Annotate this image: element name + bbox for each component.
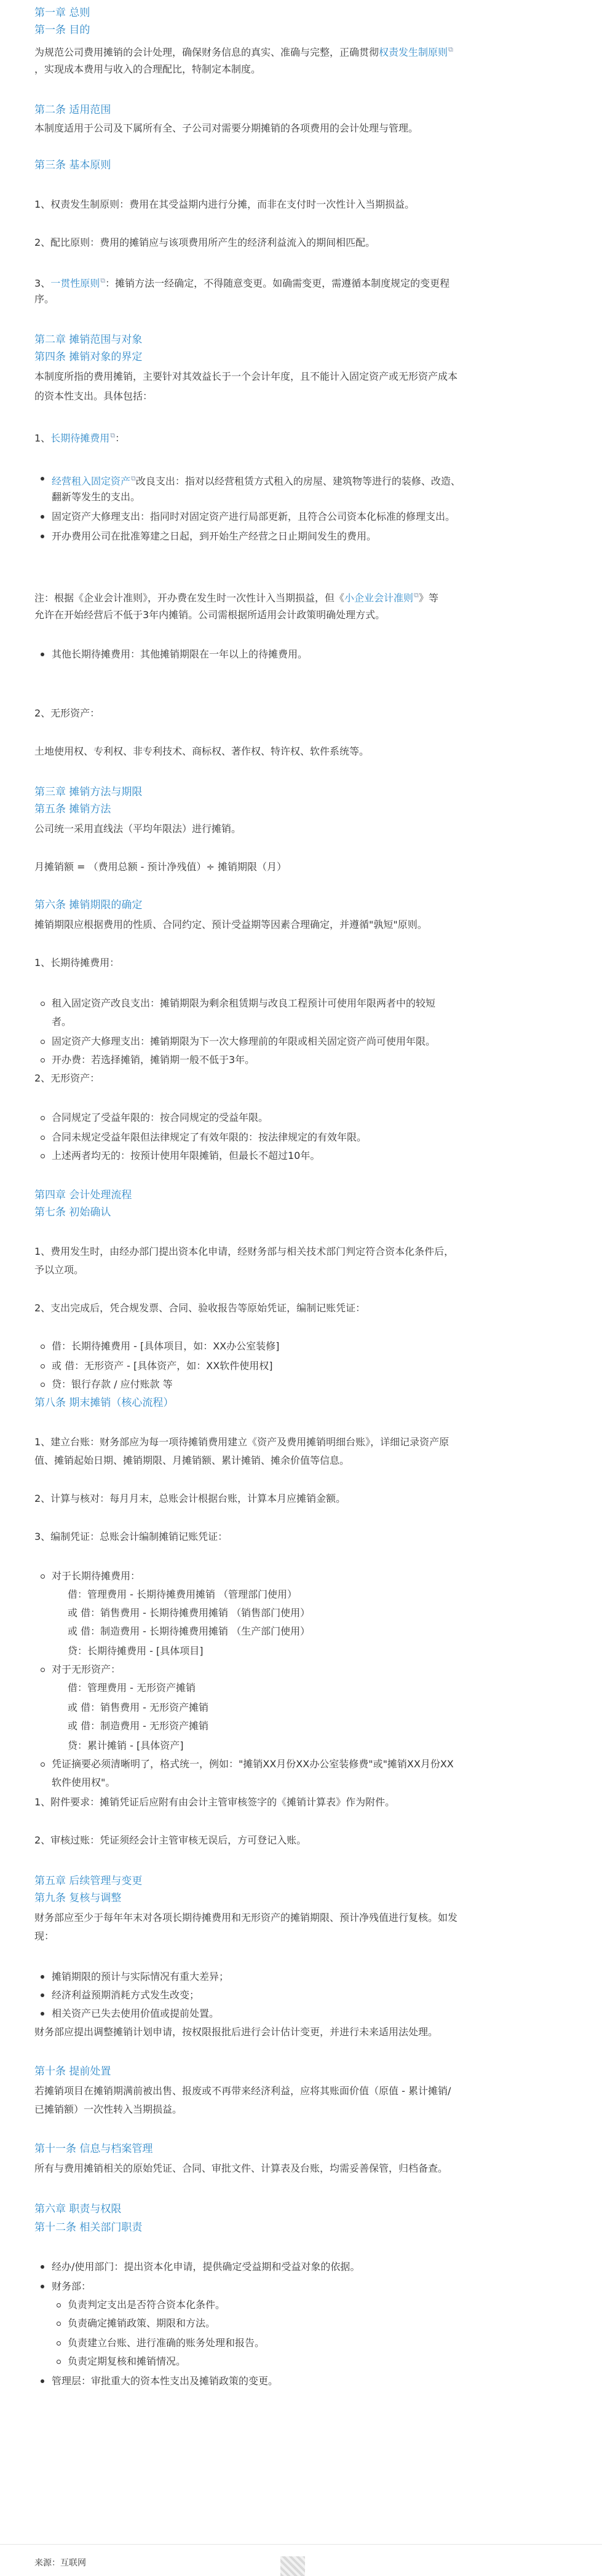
step-1-cont: 予以立项。	[34, 1264, 84, 1276]
entry-line: 贷：长期待摊费用 - [具体项目]	[68, 1645, 204, 1657]
list-item: 经济利益预期消耗方式发生改变；	[52, 1989, 200, 2001]
source-label: 来源：互联网	[34, 2558, 86, 2568]
entry-line: 或 借：销售费用 - 无形资产摊销	[68, 1702, 209, 1713]
amortization-formula: 月摊销额 = （费用总额 - 预计净残值）÷ 摊销期限（月）	[34, 861, 287, 873]
entry-line: 借：管理费用 - 无形资产摊销	[68, 1682, 196, 1694]
article-3-title: 第三条 基本原则	[34, 159, 111, 171]
article-12-title: 第十二条 相关部门职责	[34, 2221, 143, 2234]
list-item-cont: 者。	[52, 1016, 72, 1027]
list-item: 开办费用公司在批准筹建之日起，到开始生产经营之日止期间发生的费用。	[52, 530, 377, 542]
article-9-text-cont: 现：	[34, 1930, 55, 1942]
consistency-principle-link[interactable]: 一贯性原则	[50, 277, 100, 289]
list-item: 经营租入固定资产⧉改良支出：指对以经营租赁方式租入的房屋、建筑物等进行的装修、改造、	[52, 472, 461, 488]
leased-asset-link[interactable]: 经营租入固定资产	[52, 475, 131, 487]
article-1-title: 第一条 目的	[34, 24, 90, 36]
list-item: 合同未规定受益年限但法律规定了有效年限的：按法律规定的有效年限。	[52, 1131, 367, 1143]
article-7-title: 第七条 初始确认	[34, 1206, 111, 1219]
article-11-text: 所有与费用摊销相关的原始凭证、合同、审批文件、计算表及台账，均需妥善保管，归档备查。	[34, 2162, 448, 2174]
list-item: 相关资产已失去使用价值或提前处置。	[52, 2008, 220, 2019]
entry-line: 或 借：制造费用 - 长期待摊费用摊销 （生产部门使用）	[68, 1625, 311, 1637]
external-link-icon: ⧉	[414, 591, 419, 599]
entry-line: 或 借：制造费用 - 无形资产摊销	[68, 1720, 209, 1732]
article-10-text: 若摊销项目在摊销期满前被出售、报废或不再带来经济利益，应将其账面价值（原值 - 累计摊销/	[34, 2085, 451, 2097]
external-link-icon: ⧉	[100, 277, 106, 285]
chapter-3-title: 第三章 摊销方法与期限	[34, 786, 143, 798]
list-item: 对于无形资产：	[52, 1663, 121, 1675]
article-10-text-cont: 已摊销额）一次性转入当期损益。	[34, 2103, 183, 2115]
long-term-prepaid-link[interactable]: 长期待摊费用	[50, 432, 110, 444]
article-5-title: 第五条 摊销方法	[34, 803, 111, 815]
article-9-text: 财务部应至少于每年年末对各项长期待摊费用和无形资产的摊销期限、预计净残值进行复核。如发	[34, 1912, 458, 1923]
article-4-title: 第四条 摊销对象的界定	[34, 351, 143, 363]
list-item: 负责定期复核和摊销情况。	[68, 2355, 186, 2367]
step-2: 2、计算与核对：每月月末，总账会计根据台账，计算本月应摊销金额。	[34, 1493, 346, 1504]
list-item: 管理层：审批重大的资本性支出及摊销政策的变更。	[52, 2375, 279, 2387]
chapter-2-title: 第二章 摊销范围与对象	[34, 334, 143, 346]
footer-divider	[0, 2544, 602, 2545]
note-text-cont: 允许在开始经营后不低于3年内摊销。公司需根据所适用会计政策明确处理方式。	[34, 609, 386, 621]
list-item: 租入固定资产改良支出：摊销期限为剩余租赁期与改良工程预计可使用年限两者中的较短	[52, 997, 436, 1009]
list-item: 凭证摘要必须清晰明了，格式统一，例如："摊销XX月份XX办公室装修费"或"摊销XX月份XX	[52, 1758, 454, 1770]
article-10-title: 第十条 提前处置	[34, 2065, 111, 2078]
list-item: 开办费：若选择摊销，摊销期一般不低于3年。	[52, 1054, 255, 1066]
external-link-icon: ⧉	[110, 431, 116, 439]
list-item: 固定资产大修理支出：指同时对固定资产进行局部更新，且符合公司资本化标准的修理支出。	[52, 511, 456, 522]
step-1: 1、建立台账：财务部应为每一项待摊销费用建立《资产及费用摊销明细台账》，详细记录资产原	[34, 1436, 450, 1448]
principle-3: 3、一贯性原则⧉：摊销方法一经确定，不得随意变更。如确需变更，需遵循本制度规定的变更程	[34, 277, 450, 289]
list-item: 经办/使用部门：提出资本化申请，提供确定受益期和受益对象的依据。	[52, 2261, 360, 2272]
list-item: 其他长期待摊费用：其他摊销期限在一年以上的待摊费用。	[52, 648, 308, 660]
list-item: 上述两者均无的：按预计使用年限摊销，但最长不超过10年。	[52, 1150, 320, 1161]
article-6-text: 摊销期限应根据费用的性质、合同约定、预计受益期等因素合理确定，并遵循"孰短"原则。	[34, 919, 427, 930]
article-11-title: 第十一条 信息与档案管理	[34, 2143, 153, 2155]
principle-2: 2、配比原则：费用的摊销应与该项费用所产生的经济利益流入的期间相匹配。	[34, 237, 376, 248]
article-2-text: 本制度适用于公司及下属所有全、子公司对需要分期摊销的各项费用的会计处理与管理。	[34, 122, 419, 134]
attachment-requirement: 1、附件要求：摊销凭证后应附有由会计主管审核签字的《摊销计算表》作为附件。	[34, 1796, 395, 1808]
entry-line: 借：长期待摊费用 - [具体项目，如：XX办公室装修]	[52, 1340, 280, 1352]
list-item-cont: 翻新等发生的支出。	[52, 491, 141, 503]
item-intangible: 2、无形资产：	[34, 707, 100, 719]
blurred-qr-image	[280, 2556, 305, 2576]
chapter-1-title: 第一章 总则	[34, 7, 90, 19]
review-posting: 2、审核过账：凭证须经会计主管审核无误后，方可登记入账。	[34, 1834, 307, 1846]
list-item: 负责确定摊销政策、期限和方法。	[68, 2317, 216, 2329]
entry-line: 贷：银行存款 / 应付账款 等	[52, 1378, 173, 1390]
step-2: 2、支出完成后，凭合规发票、合同、验收报告等原始凭证，编制记账凭证：	[34, 1302, 366, 1314]
step-3: 3、编制凭证：总账会计编制摊销记账凭证：	[34, 1531, 228, 1542]
principle-3-cont: 序。	[34, 293, 55, 305]
list-item-cont: 软件使用权"。	[52, 1777, 116, 1788]
article-5-text: 公司统一采用直线法（平均年限法）进行摊销。	[34, 823, 242, 834]
external-link-icon: ⧉	[448, 45, 453, 53]
principle-1: 1、权责发生制原则：费用在其受益期内进行分摊，而非在支付时一次性计入当期损益。	[34, 198, 415, 210]
entry-line: 借：管理费用 - 长期待摊费用摊销 （管理部门使用）	[68, 1588, 298, 1600]
list-item: 对于长期待摊费用：	[52, 1570, 141, 1582]
note-text: 注：根据《企业会计准则》，开办费在发生时一次性计入当期损益，但《小企业会计准则⧉》等	[34, 591, 438, 604]
list-item: 固定资产大修理支出：摊销期限为下一次大修理前的年限或相关固定资产尚可使用年限。	[52, 1035, 436, 1047]
article-4-text: 本制度所指的费用摊销，主要针对其效益长于一个会计年度，且不能计入固定资产或无形资产成本	[34, 371, 458, 382]
intangible-list: 土地使用权、专利权、非专利技术、商标权、著作权、特许权、软件系统等。	[34, 745, 370, 757]
article-2-title: 第二条 适用范围	[34, 104, 111, 116]
item-long-term-prepaid: 1、长期待摊费用：	[34, 957, 120, 968]
list-item: 合同规定了受益年限的：按合同规定的受益年限。	[52, 1112, 269, 1123]
article-8-title: 第八条 期末摊销（核心流程）	[34, 1397, 174, 1409]
chapter-4-title: 第四章 会计处理流程	[34, 1189, 132, 1201]
entry-line: 或 借：销售费用 - 长期待摊费用摊销 （销售部门使用）	[68, 1607, 311, 1619]
item-intangible: 2、无形资产：	[34, 1072, 100, 1084]
article-6-title: 第六条 摊销期限的确定	[34, 899, 143, 911]
list-item: 摊销期限的预计与实际情况有重大差异；	[52, 1971, 229, 1982]
article-1-text-cont: ，实现成本费用与收入的合理配比，特制定本制度。	[34, 63, 261, 75]
list-item: 负责建立台账、进行准确的账务处理和报告。	[68, 2337, 265, 2349]
entry-line: 或 借：无形资产 - [具体资产，如：XX软件使用权]	[52, 1360, 273, 1372]
accrual-principle-link[interactable]: 权责发生制原则	[379, 46, 448, 58]
article-1-text: 为规范公司费用摊销的会计处理，确保财务信息的真实、准确与完整，正确贯彻权责发生制原则⧉	[34, 45, 453, 58]
step-1-cont: 值、摊销起始日期、摊销期限、月摊销额、累计摊销、摊余价值等信息。	[34, 1455, 350, 1466]
external-link-icon: ⧉	[131, 474, 136, 482]
list-item: 负责判定支出是否符合资本化条件。	[68, 2299, 226, 2311]
step-1: 1、费用发生时，由经办部门提出资本化申请，经财务部与相关技术部门判定符合资本化条件后，	[34, 1246, 454, 1257]
chapter-5-title: 第五章 后续管理与变更	[34, 1875, 143, 1887]
item-long-term-prepaid: 1、长期待摊费用⧉：	[34, 431, 125, 444]
article-9-conclusion: 财务部应提出调整摊销计划申请，按权限报批后进行会计估计变更，并进行未来适用法处理。	[34, 2026, 438, 2038]
small-enterprise-standard-link[interactable]: 小企业会计准则	[344, 592, 414, 604]
list-item: 财务部：	[52, 2280, 92, 2292]
article-4-text-cont: 的资本性支出。具体包括：	[34, 390, 153, 402]
chapter-6-title: 第六章 职责与权限	[34, 2203, 122, 2215]
entry-line: 贷：累计摊销 - [具体资产]	[68, 1740, 184, 1751]
article-9-title: 第九条 复核与调整	[34, 1892, 122, 1904]
